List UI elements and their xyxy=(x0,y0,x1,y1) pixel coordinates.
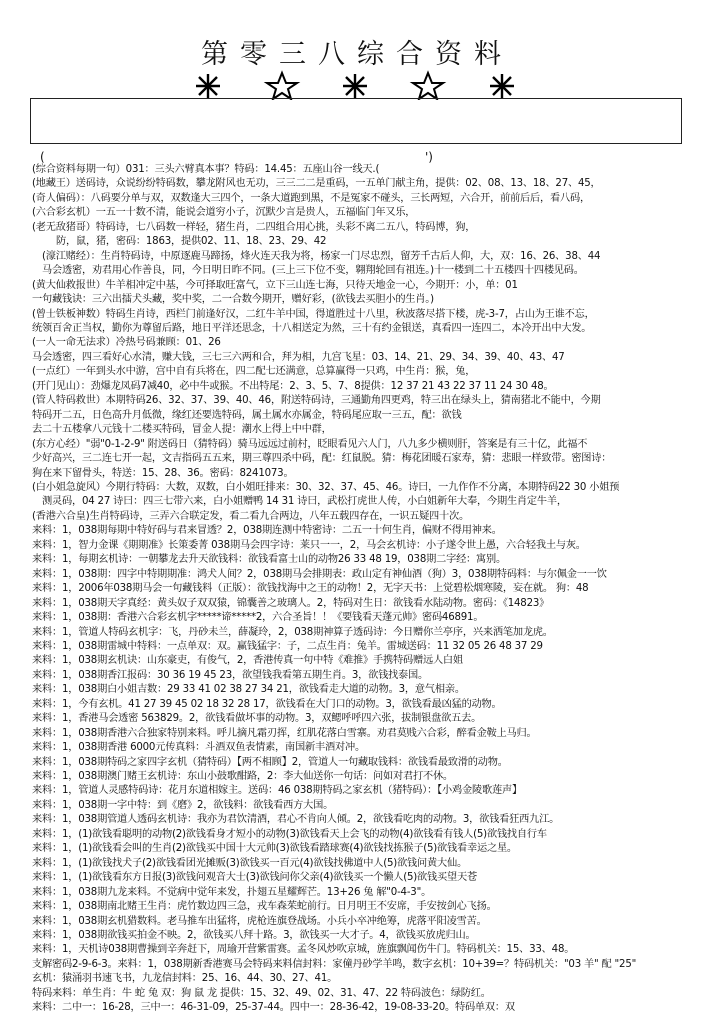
text-line: 来料：1，038期特码之家四字玄机（猜特码）【两不相顾】2，管道人一句藏取钱料：欲钱看最致滑的动物。 xyxy=(32,756,508,768)
text-line: 来料：1，(1)欲钱找犬子(2)欲钱看团光摊贩(3)欲钱买一百元(4)欲钱找佛道中人(5)欲钱问黄大仙。 xyxy=(32,857,467,869)
asterisk-icon xyxy=(343,74,367,98)
text-line: 来料：1，038期雷城中特料：一点单双：双。赢钱猛字：子，二点生肖：兔羊。雷城送码：11 32 05 26 48 37 29 xyxy=(32,640,543,652)
text-line: (老无敌猪哥）特码诗，七八码数一样轻，猪生肖，二四组合用心挑，头彩不离二五八，特码博，狗， xyxy=(32,221,476,233)
text-line: 来料：1，每期玄机诗：一朝攀龙去升天欲钱料：欲钱看富士山的动物26 33 48 19，038期二字经：寓别。 xyxy=(32,554,507,566)
text-line: (白小姐急旋风）今期行特码：大数，双数，白小姐旺排来：30、32、37、45、46。诗曰，一九作作不分离，本期特码22 30 小姐预 xyxy=(32,481,620,493)
text-line: (奇人偏码）：八码要分单与双，双数逢大三四个，一条大道跑到黑，不是冤家不碰头，三长两短，六合开，前前后后，看八码， xyxy=(32,192,590,204)
text-line: 来料：1，038期天字真经：黄头奴子双双猿，锦囊善之玻璃人。2，特码对生日：欲钱看水陆动物。密码：《14823》 xyxy=(32,597,550,609)
text-line: (一人一命无法求）冷热号码兼顾：01、26 xyxy=(32,337,221,349)
text-line: (曾士铁板神数）特码生肖诗，西栏门前逢好汉，二红牛羊中国，得道胜过十八里，秋波落尽搭下楼，虎-3-7，占山为王谁不忘， xyxy=(32,308,595,320)
text-line: 来料：1，038期澳门赌王玄机诗：东山小鼓歌酣路，2：李大仙送你一句话：问如对君打不休。 xyxy=(32,771,453,783)
text-line: 玄机：猿涌羽书速飞书，九龙信封料：25、16、44、30、27、41。 xyxy=(32,973,338,985)
text-line: (濠江赌经）：生肖特码诗，中原逐鹿马蹄扬，烽火连天我为将，杨家一门尽忠烈，留芳千古后人仰，大，双：16、26、38、44 xyxy=(42,250,601,262)
text-line: 来料：1，038期香江报码：30 36 19 45 23，欲望钱我看第五期生肖。3，欲钱找泰国。 xyxy=(32,669,429,681)
text-line: 狗在来下留骨头，特送：15、28、36。密码：8241073。 xyxy=(32,467,294,479)
box-caption-left: ( xyxy=(40,150,45,164)
text-line: 来料：1，管道人特码玄机字：飞，丹砂未兰，薛凝玲，2，038期神算子透码诗：今日赠你兰亭序，兴来洒笔加龙虎。 xyxy=(32,626,553,638)
text-line: 一句藏钱诀：三六出擂犬头藏，奖中奖，二一合数今期开，赠好彩，(欲钱去买胆小的生肖。) xyxy=(32,294,434,306)
text-line: 来料：1，038期管道人透码玄机诗：我亦为君饮清酒，君心不肯向人倾。2，欲钱看吃肉的动物。3，欲钱看狂西九江。 xyxy=(32,814,560,826)
text-line: 来料：1，(1)欲钱看聪明的动物(2)欲钱看身才短小的动物(3)欲钱看天上会飞的动物(4)欲钱看有钱人(5)欲钱找自行车 xyxy=(32,828,547,840)
text-line: 统领百舍正当权，勤你为尊留后路，地日平洋还思念，十八相送定为然，三十有约金银送，真看四一连四二，本冷开出中大发。 xyxy=(32,322,592,334)
text-line: 来料：1，038期每期中特好码与君来冒透？2，038期连测中特密诗：二五一十何生肖，偏财不得用神来。 xyxy=(32,525,502,537)
text-line: 来料：1，管道人灵感特码诗：花月东道相嫁主。送码：46 038期特码之家玄机（猪特码）：【小鸡金陵歌莲声】 xyxy=(32,785,522,797)
star-outline-icon xyxy=(267,73,297,99)
text-line: (东方心经）"弱"0-1-2-9" 附送码日（猜特码）骑马远远过前村，眨眼看见六人门，八九多少横则肝，答案是有三十亿，此福不 xyxy=(32,438,588,450)
text-line: 来料：1，038期欲钱买拍金不映。2，欲钱买八拜十路。3，欲钱买一大才子。4，欲钱买放虎归山。 xyxy=(32,930,476,942)
text-line: 来料：1，038期：香港六合彩玄机字*****谛*****2，六合圣旨！！《要钱看天蓬元帅》密码46891。 xyxy=(32,612,484,624)
asterisk-icon xyxy=(196,74,220,98)
headline-box xyxy=(30,98,682,144)
text-line: 来料：1，038期玄机猎数料。老马推车出猛将，虎枪连旗登战场。小兵小卒冲绝筹，虎落平阳凌雪苦。 xyxy=(32,915,487,927)
text-line: 来料：1，(1)欲钱看会叫的生肖(2)欲钱买中国十大元帅(3)欲钱看踏球赛(4)欲钱找拣猴子(5)欲钱看幸运之星。 xyxy=(32,843,517,855)
text-line: 来料：1，香港马会透密 563829。2，欲钱看做坏事的动物。3，双鳃呼呼四六张，拔制银盘欲五去。 xyxy=(32,713,482,725)
text-line: (黄大仙救报世）牛羊相冲定中基，今可择取旺富气，立下三山连七海，只待天地金一心，今期开：小，单：01 xyxy=(32,279,518,291)
text-line: 来料：1，038期一字中特：到《磨》2，欲钱料：欲钱看西方大国。 xyxy=(32,799,334,811)
text-line: 来料：1，038期白小姐吉数：29 33 41 02 38 27 34 21，欲钱看走大道的动物。3，意气相亲。 xyxy=(32,684,465,696)
text-line: 来料：1，038期：四字中特期期准：鸿犬人间？2，038期马会排期表：政山定有神仙酒（狗）3，038期特码料：与尔佩金一一饮 xyxy=(32,568,607,580)
document-body xyxy=(32,163,708,1016)
text-line: 来料：1，智力金课《期期准》长策委菁 038期马会四字诗：莱只一一，2，马会玄机诗：小子遂令世上愚，六合轻我土与灰。 xyxy=(32,539,586,551)
text-line: 来料：二中一：16-28，三中一：46-31-09，25-37-44。四中一：28-36-42，19-08-33-20。特码单双：双 xyxy=(32,1002,515,1014)
text-line: 特码来料：单生肖：牛 蛇 兔 双：狗 鼠 龙 提供：15、32、49、02、31、47、22 特码波色：绿防红。 xyxy=(32,987,491,999)
text-line: 去二十五楼拿八元钱十二楼买特码，冒金人提：潮水上得上中中群， xyxy=(32,424,332,436)
star-outline-icon xyxy=(413,73,443,99)
text-line: (六合彩玄机）一五一十数不清，能说会道穷小子，沉默少言是贵人，五福临门年又乐， xyxy=(32,207,416,219)
text-line: 马会透密，四三看好心水清，赚大钱，三七三六两和合，拜为相，九宫飞星：03、14、21、29、34、39、40、43、47 xyxy=(32,351,565,363)
text-line: 来料：1，038期香港六合独家特别来料。呼儿摘凡霜刃挥，红肌花落白雪寨。劝君莫贱六合彩，醉看金鞍上马归。 xyxy=(32,727,537,739)
text-line: 来料：1，038期南北赌王生肖：虎竹数边四三急，戎车森茱蛇前行。日月明王不安席，手安按剑心飞扬。 xyxy=(32,901,497,913)
page-title: 第零三八综合资料 xyxy=(201,39,513,70)
text-line: (管人特码救世）本期特码26、32、37、39、40、46，附送特码诗，三通勤角四更鸡，特三出在绿头上，猜南猪北不能中，今期 xyxy=(32,395,601,407)
text-line: 来料：1，(1)欲钱看东方日报(3)欲钱问观音大士(3)欲钱问你父亲(4)欲钱买一个懒人(5)欲钱买望天苍 xyxy=(32,872,477,884)
text-line: 来料：1，038期香港 6000元传真料：斗酒双鱼表情素，南国新丰酒对冲。 xyxy=(32,742,365,754)
star-decoration-row xyxy=(190,70,520,100)
text-line: (地藏王）送码诗，众说纷纷特码数，攀龙附风也无功，三三二二是重码，一五单门献主角，提供：02、08、13、18、27、45， xyxy=(32,178,601,190)
text-line: 少好高兴，三二连七开一起，文吉指码五五来，期三尊四杀中码，配：红鼠脱。猜：梅花团暖石家寿，猜：悲眼一样致带。密图诗： xyxy=(32,453,612,465)
text-line: 来料：1，038期玄机诀：山东豪吏，有俊气，2，香港传真一句中特《难推》手携特码赠远人白姐 xyxy=(32,655,463,667)
text-line: 马会透密，劝君用心作善良，同，今日明日昨不同。(三上三下位不变，翱翔轮回有祖连。)十一楼到二十五楼四十四楼见码。 xyxy=(42,265,584,277)
text-line: (综合资料每期一句）031：三头六臂真本事？特码：14.45：五座山谷一线天.( xyxy=(32,164,380,175)
text-line: 测灵码，04 27 诗曰：四三七带六来，白小姐赠鸭 14 31 诗曰，武松打虎世人传，小白姐新年大奉，今期生肖定牛羊， xyxy=(42,496,567,508)
text-line: 来料：1，038期九龙来料。不觉病中觉年来发，扑翅五星耀辉芒。13+26 兔 解"0-4-3"。 xyxy=(32,886,432,898)
asterisk-icon xyxy=(490,74,514,98)
box-caption-right: ') xyxy=(425,150,433,164)
text-line: 防，鼠，猪，密码：1863，提供02、11、18、23、29、42 xyxy=(56,236,327,248)
text-line: 来料：1，今有玄机。41 27 39 45 02 18 32 28 17，欲钱看在大门口的动物。3，欲钱看最凶猛的动物。 xyxy=(32,698,502,710)
text-line: 支解密码2-9-6-3。来料：1，038期新香港赛马会特码来料信封料：家僮丹砂学羊鸣，数字玄机：10+39=？特码机关："03 羊" 配 "25" xyxy=(32,958,637,970)
text-line: 特码开二五，日色高升月低微，缘红还要选特码，属土属水亦属金，特码尾应取一三五，配：欲钱 xyxy=(32,409,462,421)
text-line: 来料：1，天机诗038期曹操到辛奔赶下，周瑜开营紫雷赛。孟冬风炒吹京城，旌旗飘闻伤牛门。特码机关：15、33、48。 xyxy=(32,944,575,956)
text-line: (开门见山）：劲爆龙凤码7减40，必中牛或猴。不出特尾：2、3、5、7、8提供：12 37 21 43 22 37 11 24 30 48。 xyxy=(32,380,554,392)
text-line: 来料：1，2006年038期马会一句藏钱料（正版）：欲钱找海中之王的动物！2，无字天书：上觉碧松烟寒陵，妄在就。 狗：48 xyxy=(32,583,589,595)
text-line: (一点红）一年到头水中游，宫中自有兵将在，四二配七还满意，总算赢得一只鸡，中生肖：猴，兔， xyxy=(32,366,476,378)
text-line: (香港六合皇)生肖特码诗，三弄六合联定发，看二看九合两边，八年五载四存在，一识五疑四十次。 xyxy=(32,510,470,522)
